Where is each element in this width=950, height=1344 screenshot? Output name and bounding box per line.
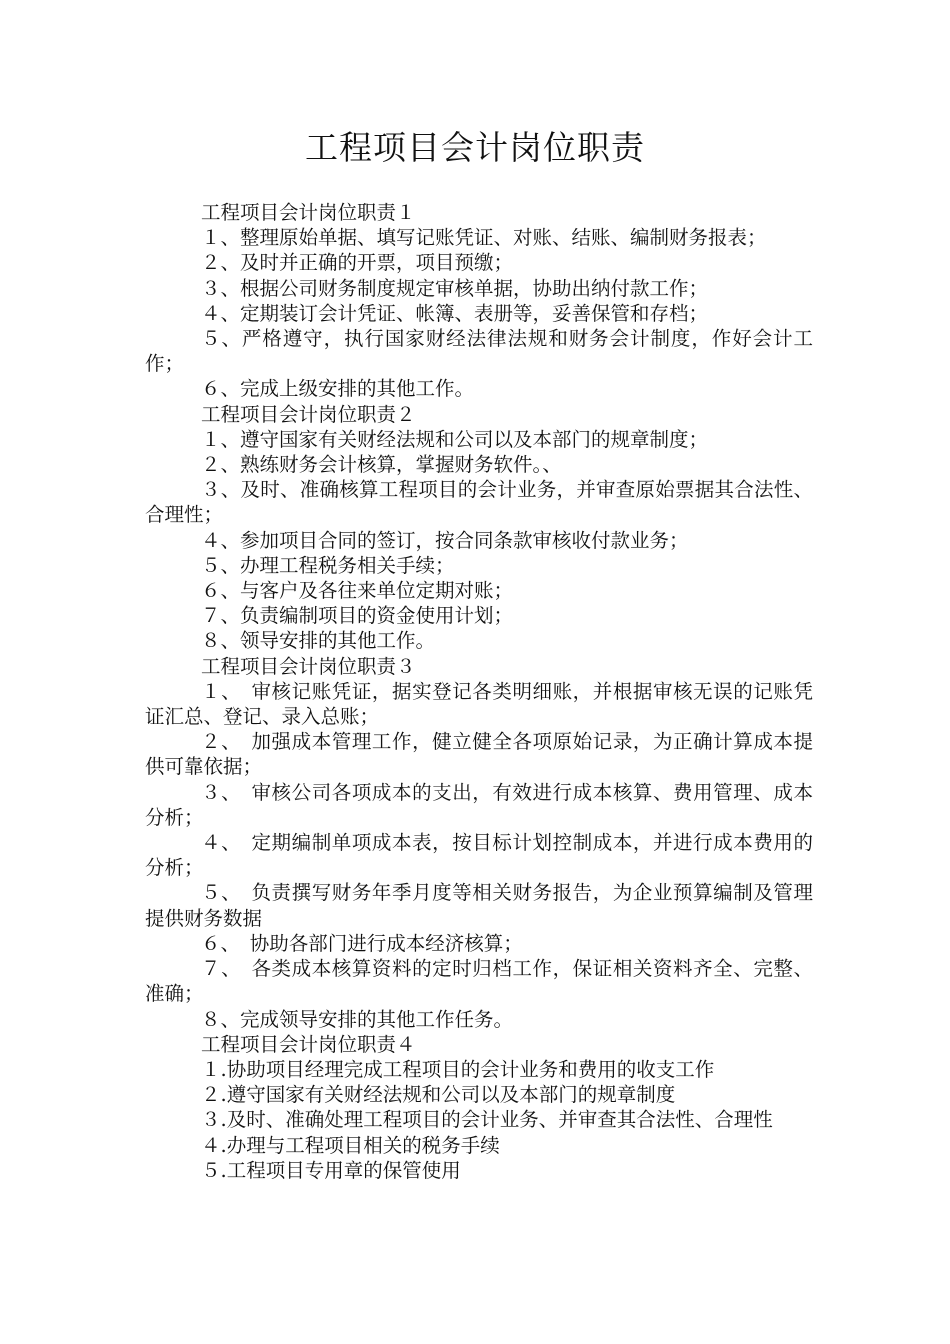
- document-title: 工程项目会计岗位职责: [305, 128, 645, 167]
- section-heading-3: 工程项目会计岗位职责３: [201, 654, 416, 678]
- list-item: ２、熟练财务会计核算，掌握财务软件。、: [201, 453, 562, 477]
- document-body: [145, 200, 813, 1183]
- section-heading-2: 工程项目会计岗位职责２: [201, 402, 416, 426]
- list-item: ５、严格遵守，执行国家财经法律法规和财务会计制度，作好会计工作；: [145, 327, 813, 376]
- list-item: ２、及时并正确的开票，项目预缴；: [201, 251, 514, 275]
- section-heading-1: 工程项目会计岗位职责１: [201, 201, 416, 224]
- list-item: ６、完成上级安排的其他工作。: [201, 377, 475, 401]
- list-item: ３、 审核公司各项成本的支出，有效进行成本核算、费用管理、成本分析；: [145, 780, 813, 829]
- list-item: ８、完成领导安排的其他工作任务。: [201, 1007, 514, 1031]
- list-item: ３、根据公司财务制度规定审核单据，协助出纳付款工作；: [201, 276, 709, 300]
- list-item: ７、负责编制项目的资金使用计划；: [201, 604, 514, 628]
- list-item: ６、与客户及各往来单位定期对账；: [201, 579, 514, 603]
- list-item: １、遵守国家有关财经法规和公司以及本部门的规章制度；: [201, 427, 709, 451]
- list-item: ２、 加强成本管理工作，健立健全各项原始记录，为正确计算成本提供可靠依据；: [145, 730, 813, 779]
- list-item: ４.办理与工程项目相关的税务手续: [201, 1133, 500, 1157]
- list-item: ４、定期装订会计凭证、帐簿、表册等，妥善保管和存档；: [201, 301, 709, 325]
- list-item: １、 审核记账凭证，据实登记各类明细账，并根据审核无误的记账凭证汇总、登记、录入总账；: [145, 679, 813, 729]
- list-item: ６、 协助各部门进行成本经济核算；: [201, 931, 523, 955]
- list-item: ７、 各类成本核算资料的定时归档工作，保证相关资料齐全、完整、准确；: [145, 957, 813, 1006]
- list-item: １、整理原始单据、填写记账凭证、对账、结账、编制财务报表；: [201, 226, 767, 250]
- section-heading-4: 工程项目会计岗位职责４: [201, 1032, 416, 1056]
- list-item: ４、参加项目合同的签订，按合同条款审核收付款业务；: [201, 528, 689, 552]
- list-item: ５.工程项目专用章的保管使用: [201, 1158, 461, 1182]
- list-item: ５、办理工程税务相关手续；: [201, 553, 455, 577]
- list-item: １.协助项目经理完成工程项目的会计业务和费用的收支工作: [201, 1057, 715, 1081]
- list-item: ５、 负责撰写财务年季月度等相关财务报告，为企业预算编制及管理提供财务数据: [145, 881, 813, 930]
- list-item: ３、及时、准确核算工程项目的会计业务，并审查原始票据其合法性、合理性；: [145, 478, 813, 527]
- list-item: ２.遵守国家有关财经法规和公司以及本部门的规章制度: [201, 1083, 676, 1107]
- list-item: ３.及时、准确处理工程项目的会计业务、并审查其合法性、合理性: [201, 1108, 773, 1132]
- list-item: ４、 定期编制单项成本表，按目标计划控制成本，并进行成本费用的分析；: [145, 831, 813, 880]
- list-item: ８、领导安排的其他工作。: [201, 629, 436, 653]
